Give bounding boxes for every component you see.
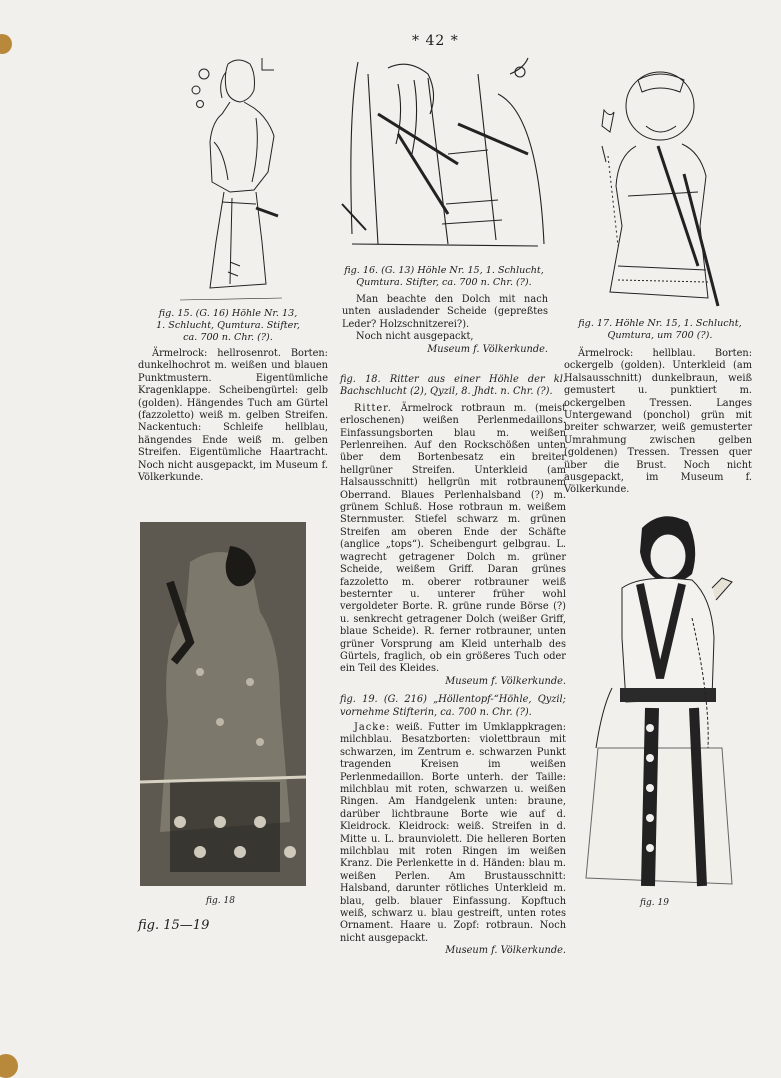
- fig18-mural-photo: [140, 522, 306, 886]
- fig16-museum: Museum f. Völkerkunde.: [427, 343, 548, 355]
- fig17-description: [564, 348, 752, 497]
- fig19-description-text: weiß. Futter im Umklappkragen: milchblau. Besatzborten: violettbraun mit schwarzen, im Zentrum e. schwarzen Punkt tragenden Kreisen im weißen Perlenmedaillon. Borte unterh. der Taille: milchblau mit roten, schwarzen u. weißen Ringen. Am Handgelenk unten: braune, darüber lichtbraune Borte wie auf d. Kleidrock. Kleidrock: weiß. Streifen in d. Mitte u. L. braunviolett. Die helleren Borten milchblau mit roten Ringen im weißen Kranz. Die Perlenkette in d. Händen: blau m. weißen Perlen. Am Brustausschnitt: Halsband, darunter rötliches Unterkleid m. blau, gelb. blauer Einfassung. Kopftuch weiß, schwarz u. blau gestreift, unten rotes Ornament. Haare u. Zopf: rotbraun. Noch nicht ausgepackt.: [340, 721, 567, 944]
- fig15-caption-line1: fig. 15. (G. 16) Höhle Nr. 13,: [158, 308, 298, 319]
- fig16-description-text: Man beachte den Dolch mit nach unten ausladender Scheide (gepreßtes Leder? Holzschnitzerei?).: [342, 294, 548, 330]
- fig16-note: Noch nicht ausgepackt,: [356, 331, 474, 343]
- page-number: * 42 *: [412, 33, 459, 49]
- binding-hole-bottom: [0, 1054, 18, 1078]
- fig19-caption: fig. 19. (G. 216) „Höllentopf-“Höhle, Qyzil; vornehme Stifterin, ca. 700 n. Chr. (?).: [340, 694, 566, 718]
- fig19-museum: Museum f. Völkerkunde.: [445, 945, 566, 957]
- fig17-caption-line1: fig. 17. Höhle Nr. 15, 1. Schlucht, Qumtura, um 700 (?).: [578, 318, 742, 341]
- figure-group-caption: fig. 15—19: [138, 918, 210, 933]
- fig15-caption-line3: ca. 700 n. Chr. (?).: [183, 332, 273, 343]
- fig16-caption-line1: fig. 16. (G. 13) Höhle Nr. 15, 1. Schlucht,: [344, 265, 544, 276]
- fig16-description: [342, 294, 548, 356]
- fig15-description-text: Ärmelrock: hellrosenrot. Borten: dunkelhochrot m. weißen und blauen Punktmustern. Eigentümliche Kragenklappe. Scheibengürtel: gelb (golden). Hängendes Tuch am Gürtel (fazzoletto) weiß m. gelben Streifen. Nackentuch: Schleife hellblau, hängendes Ende weiß m. gelben Streifen. Eigentümliche Haartracht. Noch nicht ausgepackt, im Museum f. Völkerkunde.: [138, 348, 328, 484]
- binding-hole-top: [0, 34, 12, 54]
- fig16-drawing: [338, 54, 550, 254]
- fig17-caption: [562, 318, 758, 342]
- fig15-caption: [148, 308, 308, 344]
- fig16-caption-line2: Qumtura. Stifter, ca. 700 n. Chr. (?).: [356, 277, 532, 288]
- fig18-description-text: Ärmelrock rotbraun m. (meist erloschenen) weißen Perlenmedaillons. Einfassungsborten blau m. weißen Perlenreihen. Auf den Rockschößen unten über dem Bortenbesatz ein breiter hellgrüner Streifen. Unterkleid (am Halsausschnitt) hellgrün mit rotbraunem Oberrand. Blaues Perlenhalsband (?) m. grünem Schluß. Hose rotbraun m. weißem Sternmuster. Stiefel schwarz m. grünen Streifen am oberen Ende der Schäfte (anglice „tops“). Scheibengurt gelbgrau. L. wagrecht getragener Dolch m. grüner Scheide, weißem Griff. Daran grünes fazzoletto m. oberer rotbrauner weiß besternter u. unterer früher wohl vergoldeter Borte. R. grüne runde Börse (?) u. senkrecht getragener Dolch (weißer Griff, blaue Scheide). R. ferner rotbrauner, unten grüner Vorsprung am Kleid unterhalb des Gürtels, fraglich, ob ein größeres Tuch oder ein Teil des Kleides.: [340, 402, 567, 675]
- fig18-caption: fig. 18. Ritter aus einer Höhle der kl. Bachschlucht (2), Qyzil, 8. Jhdt. n. Chr. (?).: [340, 374, 566, 398]
- fig18-museum: Museum f. Völkerkunde.: [445, 675, 566, 687]
- fig15-caption-line2: 1. Schlucht, Qumtura. Stifter,: [156, 320, 300, 331]
- fig15-description: [138, 348, 328, 484]
- fig16-caption: [338, 265, 550, 289]
- fig18-description: [340, 374, 566, 958]
- fig15-drawing: [170, 52, 290, 302]
- fig19-label: fig. 19: [640, 898, 669, 908]
- fig18-label: fig. 18: [206, 896, 235, 906]
- fig16-note-line: [342, 331, 548, 355]
- fig17-description-text: Ärmelrock: hellblau. Borten: ockergelb (golden). Unterkleid (am Halsausschnitt) dunkelbraun, weiß gemustert u. punktiert m. ockergelben Tressen. Langes Untergewand (ponchol) grün mit breiter schwarzer, weiß gemusterter Umrahmung zwischen gelben (goldenen) Tressen. Tressen quer über die Brust. Noch nicht ausgepackt, im Museum f. Völkerkunde.: [564, 348, 752, 496]
- fig17-drawing: [588, 66, 738, 312]
- fig18-lead: Ritter.: [354, 402, 392, 414]
- fig19-lead: Jacke:: [354, 721, 391, 733]
- fig19-drawing: [582, 508, 742, 890]
